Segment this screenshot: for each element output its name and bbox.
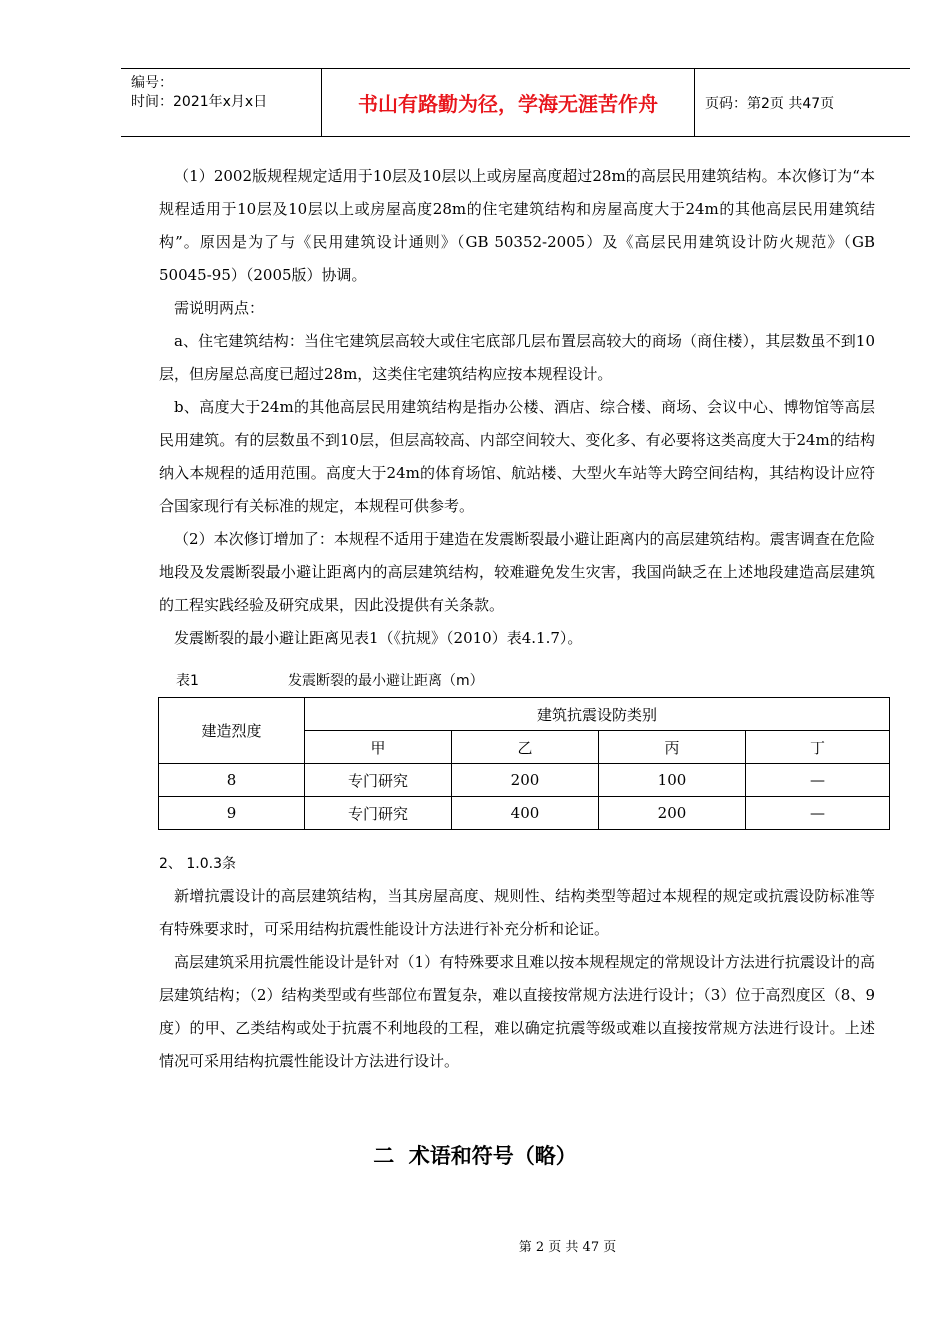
table-column-header: 丙 [599, 731, 746, 764]
table-cell: 400 [452, 797, 599, 830]
paragraph: 新增抗震设计的高层建筑结构，当其房屋高度、规则性、结构类型等超过本规程的规定或抗震设防标准等有特殊要求时，可采用结构抗震性能设计方法进行补充分析和论证。 [159, 887, 875, 938]
table-title: 发震断裂的最小避让距离（m） [288, 673, 484, 689]
avoidance-distance-table [158, 697, 890, 830]
table-row-header: 建造烈度 [159, 698, 305, 764]
header-meta-cell [121, 69, 322, 136]
header-motto: 书山有路勤为径，学海无涯苦作舟 [322, 69, 695, 136]
table-column-header: 乙 [452, 731, 599, 764]
page-header [121, 68, 910, 137]
paragraph: 需说明两点： [174, 299, 265, 317]
table-row [159, 797, 890, 830]
table-cell: — [746, 797, 890, 830]
page-footer [0, 1236, 950, 1255]
table-cell: 100 [599, 764, 746, 797]
table-column-header: 甲 [305, 731, 452, 764]
table-cell: 专门研究 [305, 764, 452, 797]
table-caption [176, 670, 484, 690]
table-cell: 8 [159, 764, 305, 797]
table-cell: 9 [159, 797, 305, 830]
table-cell: 专门研究 [305, 797, 452, 830]
table-cell: 200 [599, 797, 746, 830]
paragraph: a、住宅建筑结构：当住宅建筑层高较大或住宅底部几层布置层高较大的商场（商住楼），其层数虽不到10层，但房屋总高度已超过28m，这类住宅建筑结构应按本规程设计。 [159, 332, 875, 383]
paragraph: （2）本次修订增加了：本规程不适用于建造在发震断裂最小避让距离内的高层建筑结构。震害调查在危险地段及发震断裂最小避让距离内的高层建筑结构，较难避免发生灾害，我国尚缺乏在上述地段建造高层建筑的工程实践经验及研究成果，因此没提供有关条款。 [159, 530, 875, 614]
document-number-label: 编号： [131, 75, 173, 91]
table-row [159, 764, 890, 797]
paragraph: b、高度大于24m的其他高层民用建筑结构是指办公楼、酒店、综合楼、商场、会议中心、博物馆等高层民用建筑。有的层数虽不到10层，但层高较高、内部空间较大、变化多、有必要将这类高度大于24m的结构纳入本规程的适用范围。高度大于24m的体育场馆、航站楼、大型火车站等大跨空间结构，其结构设计应符合国家现行有关标准的规定，本规程可供参考。 [159, 398, 875, 515]
table-number: 表1 [176, 673, 199, 689]
section-clause-heading: 2、 1.0.3条 [159, 856, 236, 872]
paragraph: 高层建筑采用抗震性能设计是针对（1）有特殊要求且难以按本规程规定的常规设计方法进行抗震设计的高层建筑结构；（2）结构类型或有些部位布置复杂，难以直接按常规方法进行设计；（3）位于高烈度区（8、9度）的甲、乙类结构或处于抗震不利地段的工程，难以确定抗震等级或难以直接按常规方法进行设计。上述情况可采用结构抗震性能设计方法进行设计。 [159, 953, 875, 1070]
table-column-header: 丁 [746, 731, 890, 764]
chapter-heading: 二 术语和符号（略） [373, 1144, 577, 1168]
footer-page-number: 第 2 页 共 47 页 [518, 1240, 617, 1255]
document-body-a [159, 160, 875, 655]
document-body-b [159, 880, 875, 1078]
paragraph: （1）2002版规程规定适用于10层及10层以上或房屋高度超过28m的高层民用建筑结构。本次修订为“本规程适用于10层及10层以上或房屋高度28m的住宅建筑结构和房屋高度大于24m的其他高层民用建筑结构”。原因是为了与《民用建筑设计通则》（GB 50352-2005）及《高层民用建筑设计防火规范》（GB 50045-95）（2005版）协调。 [159, 167, 875, 284]
document-time-label: 时间：2021年x月x日 [131, 94, 268, 110]
table-group-header: 建筑抗震设防类别 [305, 698, 890, 731]
table-cell: — [746, 764, 890, 797]
header-page-number: 页码：第2页 共47页 [705, 95, 835, 112]
paragraph: 发震断裂的最小避让距离见表1（《抗规》（2010）表4.1.7）。 [174, 629, 583, 647]
table-cell: 200 [452, 764, 599, 797]
